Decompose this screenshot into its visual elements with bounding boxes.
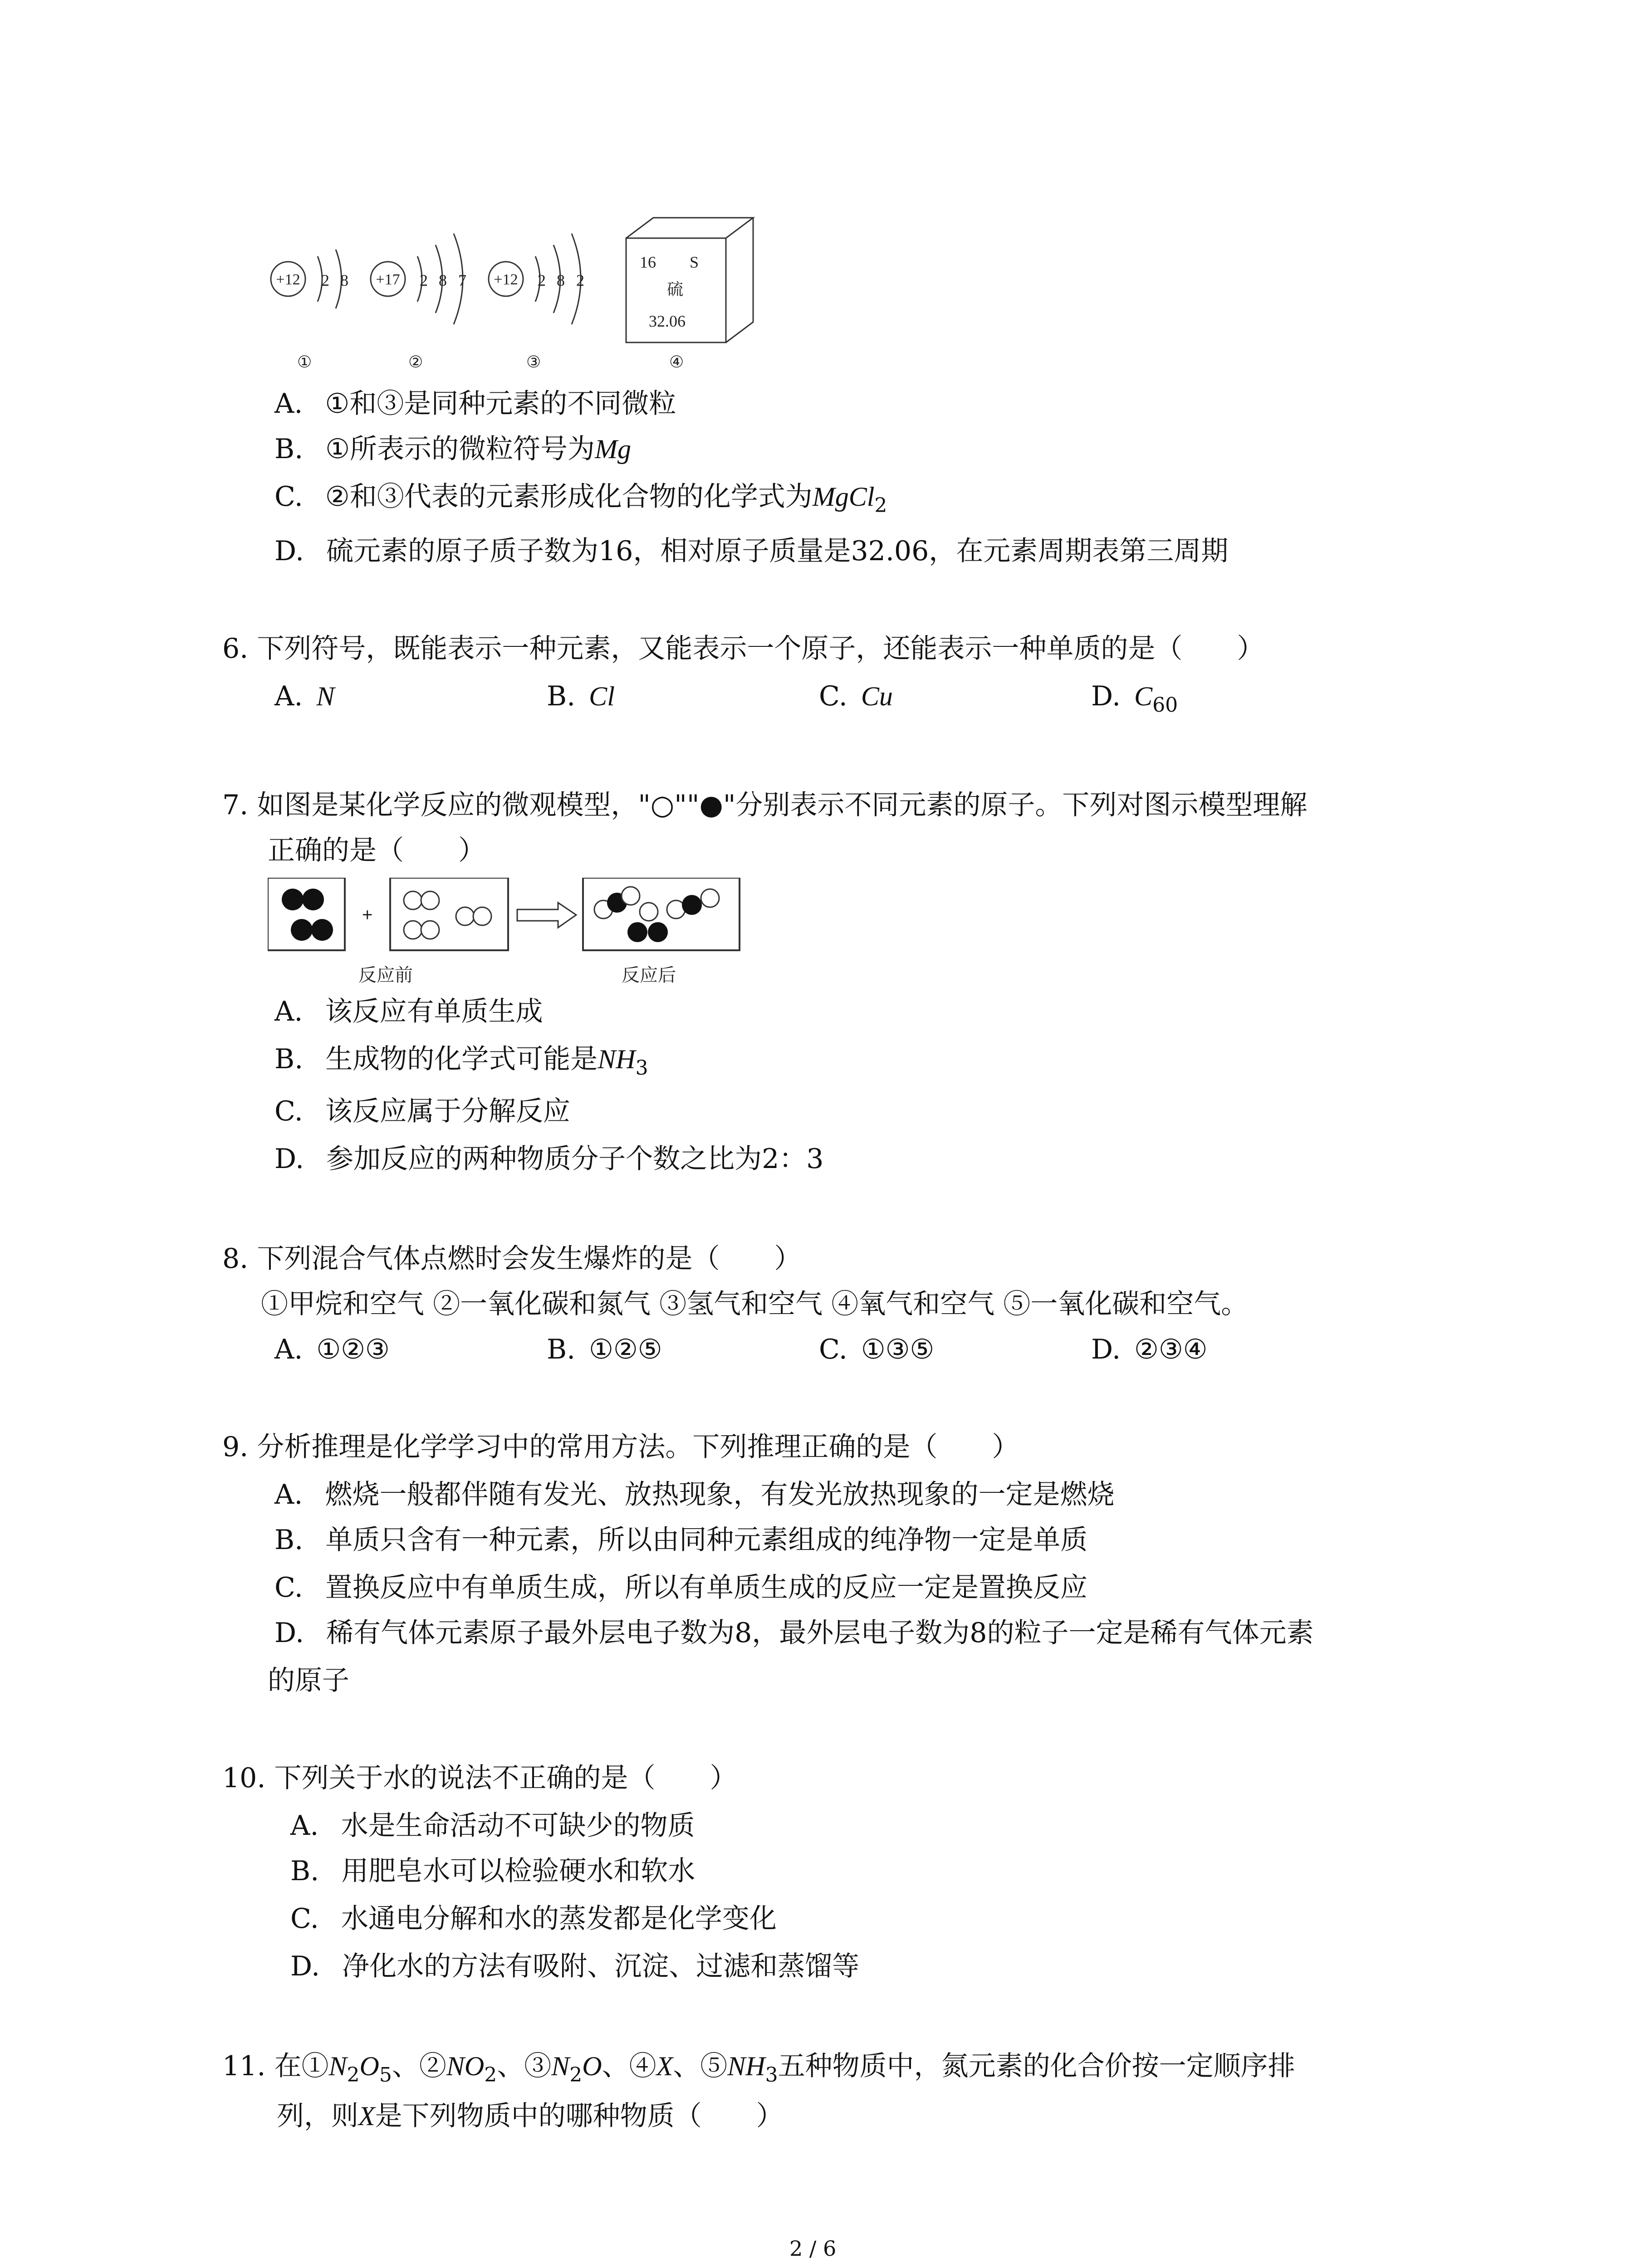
q11-formula-5: NH bbox=[727, 2051, 765, 2081]
q6-option-b bbox=[547, 678, 615, 714]
q11-line2-part-b: 是下列物质中的哪种物质（ ） bbox=[375, 2100, 784, 2132]
q11-formula-3: N bbox=[551, 2051, 570, 2081]
q11-marker-1: ① bbox=[301, 2050, 329, 2082]
q8-option-d bbox=[1091, 1331, 1207, 1368]
q8-options bbox=[274, 1331, 1363, 1372]
atom2-shell-3: 7 bbox=[458, 271, 466, 289]
q7-option-c-text: 该反应属于分解反应 bbox=[325, 1095, 570, 1127]
q5-option-c-text: ②和③代表的元素形成化合物的化学式为 bbox=[325, 481, 813, 513]
q10-option-a-text: 水是生命活动不可缺少的物质 bbox=[341, 1810, 695, 1842]
element-cube bbox=[626, 218, 753, 342]
q8-option-c-letter: C. bbox=[819, 1334, 847, 1365]
q6-option-a-letter: A. bbox=[274, 680, 303, 712]
q7-option-b-formula: NH bbox=[598, 1044, 636, 1074]
atom3-label: ③ bbox=[526, 353, 541, 371]
atom2-shell-2: 8 bbox=[439, 271, 447, 289]
q5-option-c-formula: MgCl bbox=[812, 482, 875, 512]
atom1-nucleus: +12 bbox=[276, 271, 300, 288]
q9-option-d-text: 稀有气体元素原子最外层电子数为8，最外层电子数为8的粒子一定是稀有气体元素 bbox=[326, 1617, 1314, 1649]
q8-option-a bbox=[274, 1331, 390, 1368]
q10-option-d-letter: D. bbox=[290, 1950, 320, 1982]
atom1-label: ① bbox=[297, 353, 312, 371]
q5-option-d-text: 硫元素的原子质子数为16，相对原子质量是32.06，在元素周期表第三周期 bbox=[326, 535, 1229, 567]
q11-marker-4: 、④ bbox=[602, 2050, 656, 2082]
q9-option-b-letter: B. bbox=[274, 1524, 304, 1556]
q9-option-a-text: 燃烧一般都伴随有发光、放热现象，有发光放热现象的一定是燃烧 bbox=[325, 1479, 1115, 1510]
atom2-shell-1: 2 bbox=[420, 271, 428, 289]
atom3-shell-2: 8 bbox=[557, 271, 565, 289]
q8-option-b-text: ①②⑤ bbox=[589, 1334, 662, 1365]
q10-option-d bbox=[290, 1948, 859, 1984]
q10-option-b bbox=[290, 1853, 695, 1889]
element-name: 硫 bbox=[667, 280, 684, 299]
q11-formula-2: NO bbox=[446, 2051, 485, 2081]
q11-stem-line1 bbox=[222, 2048, 1295, 2093]
page-number: 2 / 6 bbox=[789, 2236, 837, 2261]
q6-option-c bbox=[819, 678, 893, 714]
q9-option-c bbox=[274, 1569, 1087, 1606]
q11-formula-4: X bbox=[656, 2051, 673, 2081]
q7-option-c-letter: C. bbox=[274, 1095, 303, 1127]
atom2-label: ② bbox=[408, 353, 423, 371]
q7-stem-line1: 7. 如图是某化学反应的微观模型，"○""●"分别表示不同元素的原子。下列对图示模型理解 bbox=[222, 789, 1308, 821]
q10-option-c-letter: C. bbox=[290, 1903, 319, 1935]
q5-option-c bbox=[274, 479, 887, 524]
q7-option-a-text: 该反应有单质生成 bbox=[325, 996, 543, 1027]
q10-option-c bbox=[290, 1901, 777, 1937]
q10-option-b-letter: B. bbox=[290, 1855, 319, 1887]
atom1-shell-1: 2 bbox=[321, 271, 329, 289]
q7-option-b-text: 生成物的化学式可能是 bbox=[325, 1043, 598, 1075]
before-reaction-label: 反应前 bbox=[358, 965, 413, 985]
q11-line2-variable: X bbox=[358, 2101, 375, 2131]
q7-option-d-text: 参加反应的两种物质分子个数之比为2：3 bbox=[326, 1143, 824, 1175]
after-reaction-label: 反应后 bbox=[622, 965, 676, 985]
q7-option-d bbox=[274, 1141, 823, 1177]
q11-number: 11. 在 bbox=[222, 2050, 302, 2082]
q5-option-d-letter: D. bbox=[274, 535, 304, 567]
q7-stem-line2: 正确的是（ ） bbox=[268, 835, 485, 866]
q9-stem: 9. 分析推理是化学学习中的常用方法。下列推理正确的是（ ） bbox=[222, 1431, 1019, 1463]
atom3-shell-3: 2 bbox=[576, 271, 584, 289]
q10-option-b-text: 用肥皂水可以检验硬水和软水 bbox=[341, 1855, 696, 1887]
q5-option-a-text: ①和③是同种元素的不同微粒 bbox=[325, 388, 676, 420]
element-number: 16 bbox=[640, 253, 656, 271]
q10-option-c-text: 水通电分解和水的蒸发都是化学变化 bbox=[341, 1903, 777, 1935]
q7-option-b-letter: B. bbox=[274, 1043, 304, 1075]
q11-line2-part-a: 列，则 bbox=[277, 2100, 358, 2132]
q9-option-b-text: 单质只含有一种元素，所以由同种元素组成的纯净物一定是单质 bbox=[325, 1524, 1088, 1556]
q5-option-b-formula: Mg bbox=[595, 434, 632, 464]
q11-stem-tail: 五种物质中，氮元素的化合价按一定顺序排 bbox=[778, 2050, 1295, 2082]
q9-option-d-letter: D. bbox=[274, 1617, 304, 1649]
q5-option-b-text: ①所表示的微粒符号为 bbox=[325, 433, 595, 465]
q10-stem: 10. 下列关于水的说法不正确的是（ ） bbox=[222, 1762, 737, 1794]
q11-formula-1-part-2: O bbox=[359, 2051, 379, 2081]
q9-option-a-letter: A. bbox=[274, 1479, 303, 1510]
q9-option-b bbox=[274, 1522, 1087, 1558]
q11-stem-line2 bbox=[277, 2098, 784, 2134]
q6-options bbox=[274, 678, 1363, 719]
atomic-structure-figure bbox=[254, 213, 780, 381]
q6-option-c-letter: C. bbox=[819, 680, 847, 712]
q11-formula-1-sub-2: 5 bbox=[379, 2063, 392, 2087]
q5-option-a-letter: A. bbox=[274, 388, 303, 420]
q11-formula-3-sub: 2 bbox=[569, 2063, 583, 2087]
q5-option-c-letter: C. bbox=[274, 481, 303, 513]
plus-sign: + bbox=[362, 905, 373, 925]
q10-option-d-text: 净化水的方法有吸附、沉淀、过滤和蒸馏等 bbox=[342, 1950, 860, 1982]
q8-option-a-letter: A. bbox=[274, 1334, 303, 1365]
q8-option-b-letter: B. bbox=[547, 1334, 576, 1365]
q6-option-c-formula: Cu bbox=[861, 681, 893, 711]
atom2-nucleus: +17 bbox=[376, 271, 400, 288]
q6-option-b-letter: B. bbox=[547, 680, 576, 712]
q8-stem: 8. 下列混合气体点燃时会发生爆炸的是（ ） bbox=[222, 1243, 802, 1275]
q9-option-c-text: 置换反应中有单质生成，所以有单质生成的反应一定是置换反应 bbox=[325, 1572, 1087, 1603]
q9-option-a bbox=[274, 1476, 1114, 1513]
q7-option-d-letter: D. bbox=[274, 1143, 304, 1175]
q7-option-a-letter: A. bbox=[274, 996, 303, 1027]
q8-option-a-text: ①②③ bbox=[316, 1334, 390, 1365]
q7-option-c bbox=[274, 1093, 570, 1129]
q8-option-d-letter: D. bbox=[1091, 1334, 1121, 1365]
q6-option-b-formula: Cl bbox=[589, 681, 615, 711]
q10-option-a-letter: A. bbox=[290, 1810, 319, 1842]
q10-option-a bbox=[290, 1808, 695, 1844]
q11-marker-3: 、③ bbox=[497, 2050, 552, 2082]
q11-formula-5-sub: 3 bbox=[765, 2063, 778, 2087]
q11-formula-3-part-2: O bbox=[582, 2051, 602, 2081]
q6-option-d bbox=[1091, 678, 1178, 723]
q8-option-c-text: ①③⑤ bbox=[861, 1334, 935, 1365]
q6-stem: 6. 下列符号，既能表示一种元素，又能表示一个原子，还能表示一种单质的是（ ） bbox=[222, 633, 1264, 665]
reaction-model-figure bbox=[268, 878, 749, 959]
q8-option-d-text: ②③④ bbox=[1134, 1334, 1208, 1365]
q9-option-d bbox=[274, 1615, 1313, 1651]
q6-option-a bbox=[274, 678, 334, 714]
atom3-shell-1: 2 bbox=[538, 271, 546, 289]
q6-option-a-formula: N bbox=[316, 681, 335, 711]
q11-formula-1-sub-1: 2 bbox=[347, 2063, 360, 2087]
q8-option-c bbox=[819, 1331, 934, 1368]
atom1-shell-2: 8 bbox=[340, 271, 348, 289]
q5-option-a bbox=[274, 386, 676, 422]
q8-option-b bbox=[547, 1331, 662, 1368]
q7-option-a bbox=[274, 993, 543, 1030]
q5-option-c-subscript: 2 bbox=[874, 494, 887, 517]
element-symbol: S bbox=[690, 253, 699, 271]
q11-marker-5: 、⑤ bbox=[673, 2050, 728, 2082]
element-label: ④ bbox=[669, 353, 684, 371]
q11-marker-2: 、② bbox=[392, 2050, 446, 2082]
q6-option-d-formula: C bbox=[1134, 681, 1153, 711]
q11-formula-2-sub: 2 bbox=[484, 2063, 497, 2087]
q7-option-b bbox=[274, 1041, 648, 1086]
q9-option-d-continued: 的原子 bbox=[268, 1665, 349, 1696]
q11-formula-1: N bbox=[328, 2051, 347, 2081]
q5-option-b bbox=[274, 431, 631, 467]
q5-option-d bbox=[274, 533, 1228, 569]
q5-option-b-letter: B. bbox=[274, 433, 304, 465]
q6-option-d-subscript: 60 bbox=[1152, 694, 1178, 717]
element-mass: 32.06 bbox=[649, 312, 686, 330]
q9-option-c-letter: C. bbox=[274, 1572, 303, 1603]
q7-option-b-subscript: 3 bbox=[635, 1056, 648, 1080]
q6-option-d-letter: D. bbox=[1091, 680, 1121, 712]
atom3-nucleus: +12 bbox=[494, 271, 518, 288]
q8-items: ①甲烷和空气 ②一氧化碳和氮气 ③氢气和空气 ④氧气和空气 ⑤一氧化碳和空气。 bbox=[261, 1288, 1249, 1320]
